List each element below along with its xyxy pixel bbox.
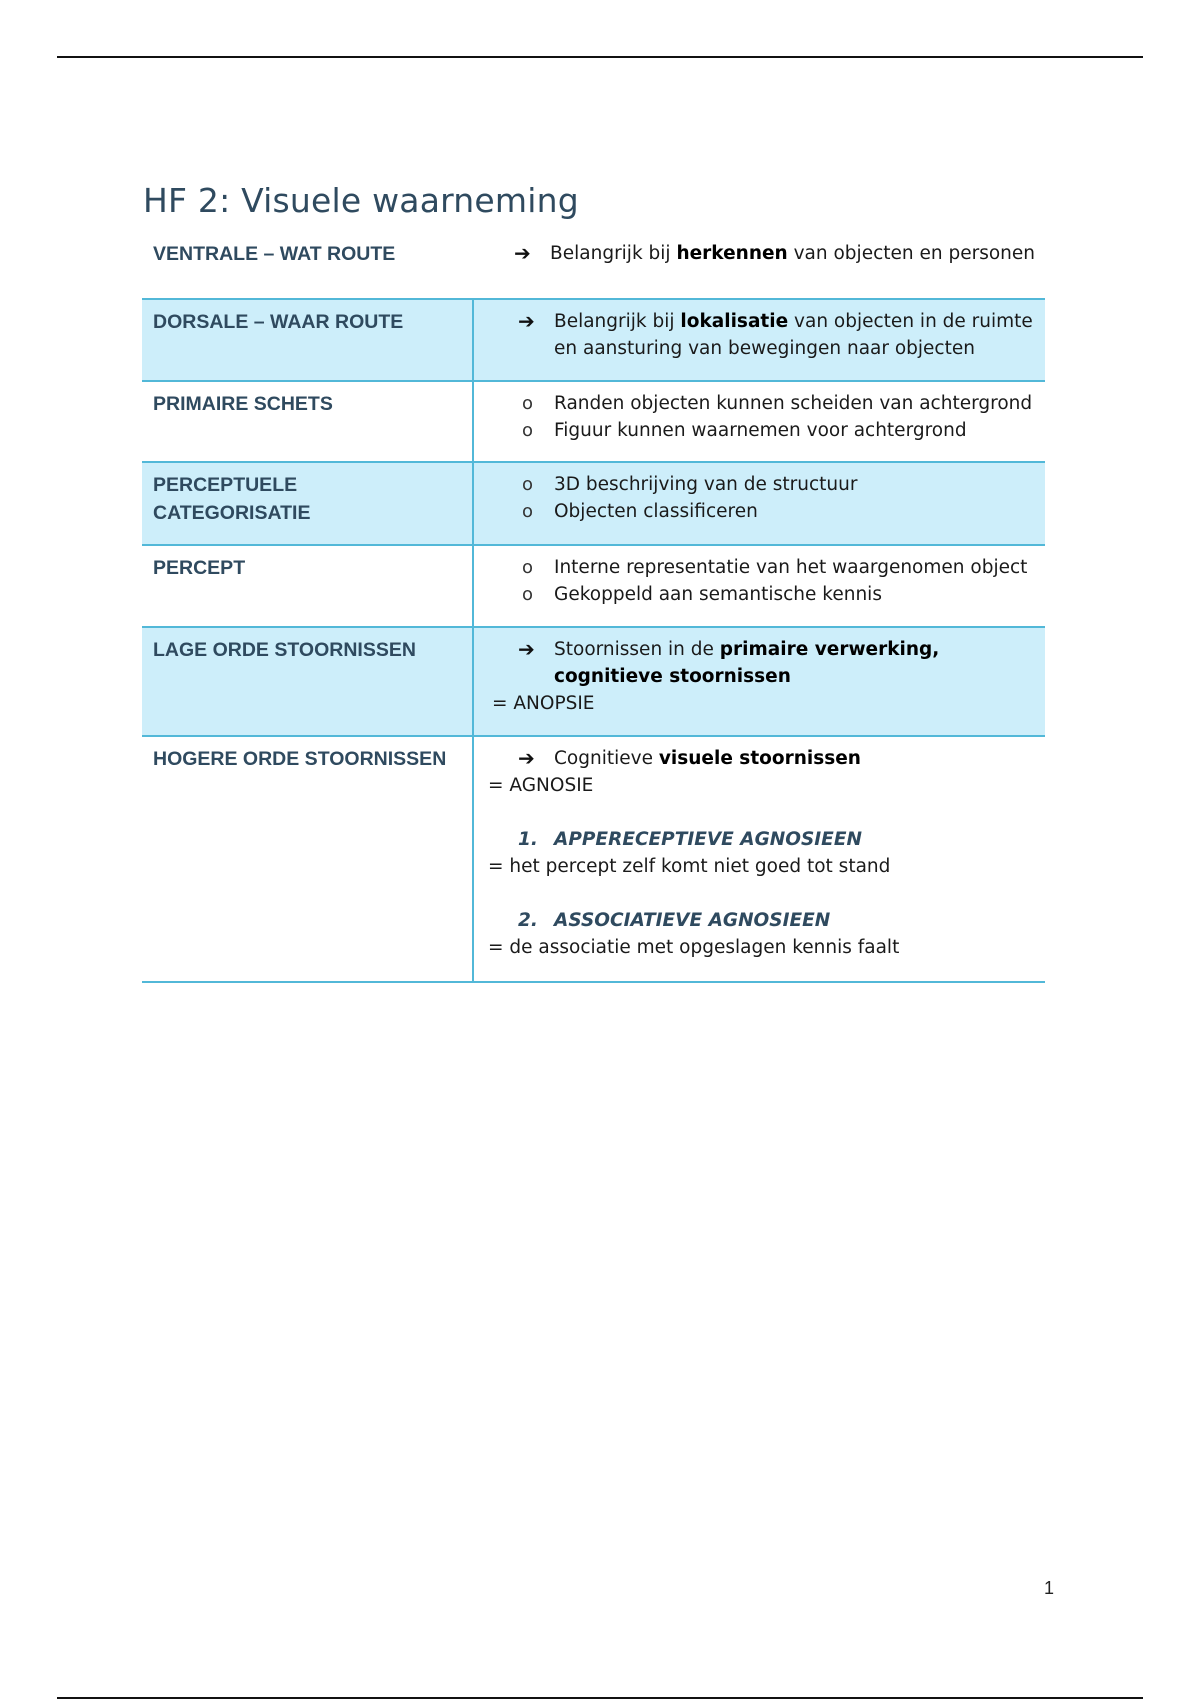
subheading-associatieve: 2. ASSOCIATIEVE AGNOSIEEN <box>518 910 831 931</box>
list-item: o Interne representatie van het waargenomen object <box>474 554 1035 581</box>
arrow-icon: ➔ <box>518 746 535 770</box>
footer-rule <box>57 1697 1143 1699</box>
table-row-dorsale <box>142 298 1045 382</box>
list-item: o Figuur kunnen waarnemen voor achtergrond <box>474 417 1035 444</box>
row-content: ➔ Belangrijk bij herkennen van objecten en personen <box>514 241 1035 265</box>
list-item: o Gekoppeld aan semantische kennis <box>474 581 1035 608</box>
page-title: HF 2: Visuele waarneming <box>143 181 579 220</box>
row-label: VENTRALE – WAT ROUTE <box>153 243 396 265</box>
subheading-apperceptieve: 1. APPERECEPTIEVE AGNOSIEEN <box>518 829 862 850</box>
table-row-perceptuele-categorisatie <box>142 463 1045 546</box>
row-label: HOGERE ORDE STOORNISSEN <box>153 748 447 770</box>
row-content <box>472 463 1045 544</box>
arrow-icon: ➔ <box>518 637 535 661</box>
arrow-icon: ➔ <box>514 241 531 265</box>
circle-bullet-icon: o <box>522 501 534 522</box>
header-rule <box>57 56 1143 58</box>
row-content <box>472 382 1045 461</box>
page-number: 1 <box>1044 1578 1055 1598</box>
circle-bullet-icon: o <box>522 557 534 578</box>
list-item: o Objecten classificeren <box>474 498 1035 525</box>
table-row-percept <box>142 546 1045 628</box>
table-row-lage-orde <box>142 628 1045 737</box>
summary-table <box>142 232 1045 983</box>
row-label: PERCEPT <box>153 557 246 579</box>
row-content <box>472 546 1045 626</box>
table-row-hogere-orde <box>142 737 1045 983</box>
row-label: PERCEPTUELE CATEGORISATIE <box>153 474 311 524</box>
row-label: DORSALE – WAAR ROUTE <box>153 311 404 333</box>
table-row-ventrale <box>142 232 1045 298</box>
list-item: o 3D beschrijving van de structuur <box>474 471 1035 498</box>
table-row-primaire-schets <box>142 382 1045 463</box>
circle-bullet-icon: o <box>522 393 534 414</box>
list-item: o Randen objecten kunnen scheiden van achtergrond <box>474 390 1035 417</box>
row-content: ➔ Stoornissen in de primaire verwerking, cognitieve stoornissen = ANOPSIE <box>472 628 1045 735</box>
row-label: LAGE ORDE STOORNISSEN <box>153 639 416 661</box>
row-content: ➔ Belangrijk bij lokalisatie van objecten in de ruimte en aansturing van bewegingen naar objecten <box>472 300 1045 380</box>
row-label: PRIMAIRE SCHETS <box>153 393 333 415</box>
circle-bullet-icon: o <box>522 474 534 495</box>
circle-bullet-icon: o <box>522 420 534 441</box>
circle-bullet-icon: o <box>522 584 534 605</box>
row-content: ➔ Cognitieve visuele stoornissen = AGNOSIE 1. APPERECEPTIEVE AGNOSIEEN = het percept zelf komt niet goed tot stand 2. ASSOCIATIEVE AGNOSIEEN = de associatie met opgeslagen kennis faalt <box>472 737 1045 981</box>
arrow-icon: ➔ <box>518 309 535 333</box>
